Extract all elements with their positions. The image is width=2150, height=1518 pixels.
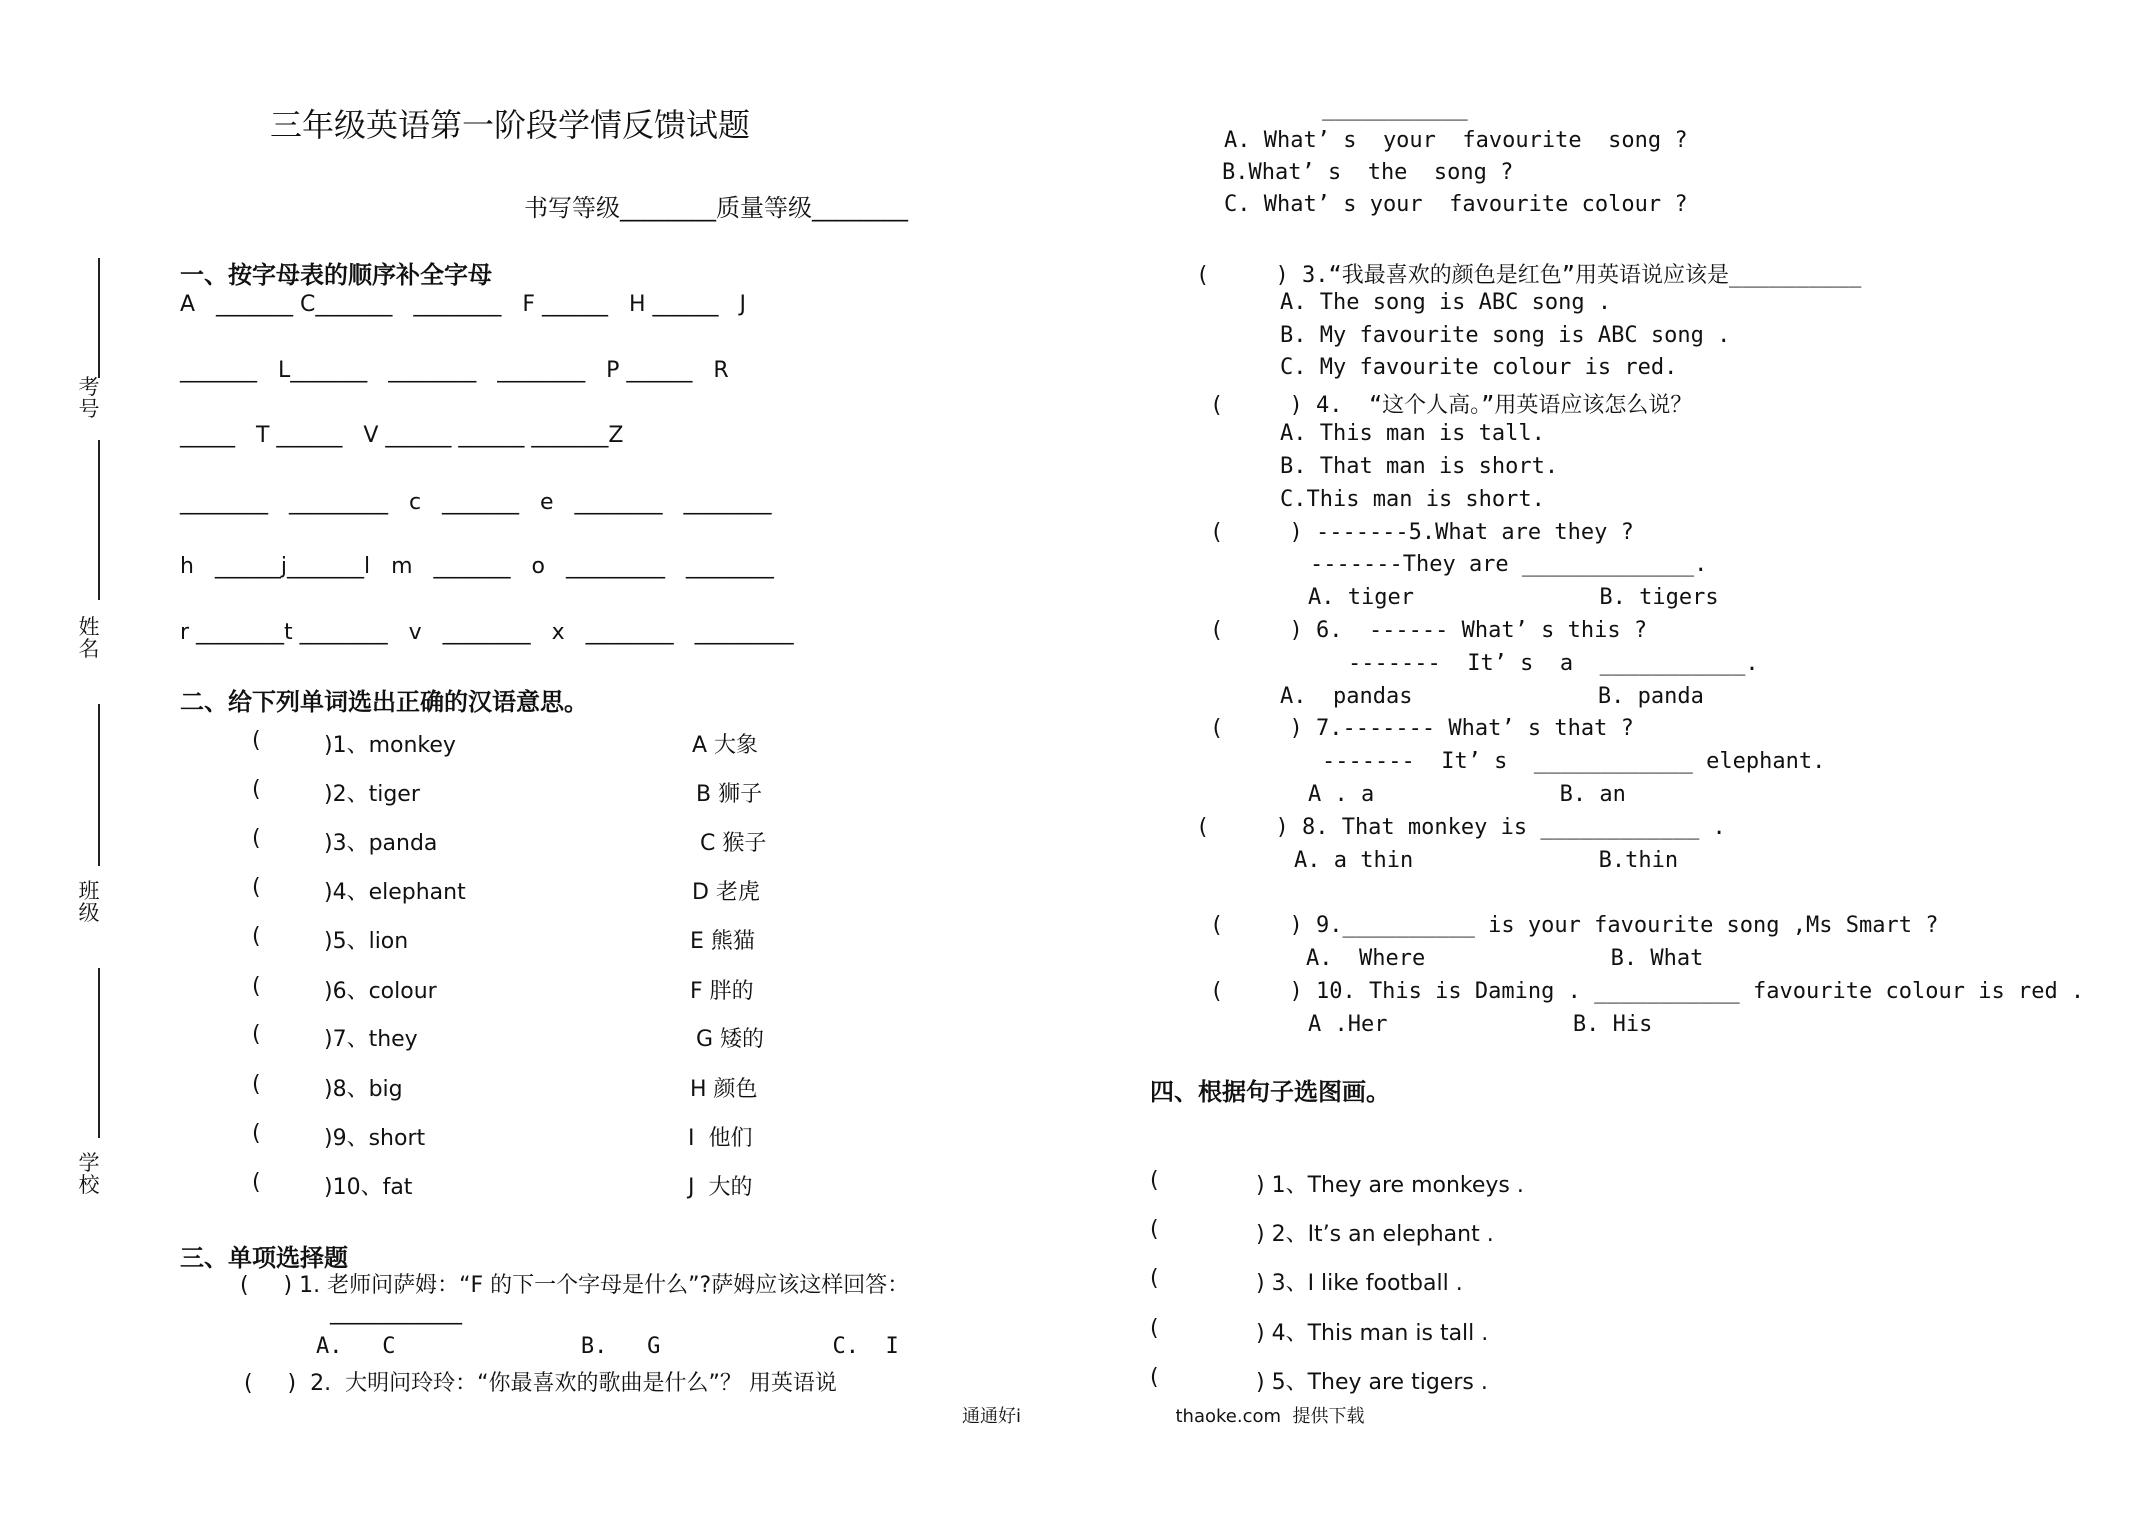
vocab-word: )10、fat	[324, 1175, 413, 1200]
option-line: C.This man is short.	[1280, 487, 1545, 512]
option-line: A. Where B. What	[1306, 946, 1704, 971]
answer-paren: (	[1150, 1217, 1159, 1242]
grade-line: 书写等级________质量等级________	[524, 194, 908, 222]
alphabet-row: _____ T ______ V ______ ______ _______Z	[180, 423, 624, 448]
option-line: C. What’ s your favourite colour ?	[1224, 192, 1688, 217]
answer-paren: (	[1150, 1266, 1159, 1291]
option-line: C. My favourite colour is red.	[1280, 355, 1678, 380]
section-heading: 一、按字母表的顺序补全字母	[180, 261, 492, 289]
answer-paren: (	[252, 777, 261, 802]
picture-sentence: ) 2、It’s an elephant .	[1256, 1222, 1494, 1247]
picture-sentence: ) 3、I like football .	[1256, 1271, 1463, 1296]
option-line: A . a B. an	[1308, 782, 1626, 807]
section-heading: 四、根据句子选图画。	[1150, 1078, 1390, 1106]
margin-line	[98, 440, 100, 600]
alphabet-row: r ________t ________ v ________ x ________ _________	[180, 620, 794, 645]
answer-paren: (	[252, 728, 261, 753]
question-10: ( ) 10. This is Daming . ___________ favourite colour is red .	[1210, 979, 2085, 1004]
margin-line	[98, 704, 100, 866]
question-2: ( ) 2. 大明问玲玲：“你最喜欢的歌曲是什么”？ 用英语说	[244, 1371, 837, 1396]
vocab-word: )5、lion	[324, 929, 409, 954]
answer-paren: (	[252, 826, 261, 851]
vocab-meaning: D 老虎	[692, 880, 760, 905]
picture-sentence: ) 5、They are tigers .	[1256, 1370, 1488, 1395]
exam-number-label: 考号	[78, 375, 100, 421]
answer-paren: (	[1150, 1365, 1159, 1390]
answer-paren: (	[252, 1170, 261, 1195]
picture-sentence: ) 1、They are monkeys .	[1256, 1173, 1524, 1198]
vocab-meaning: A 大象	[692, 733, 759, 758]
vocab-word: )7、they	[324, 1027, 418, 1052]
school-label: 学校	[78, 1151, 100, 1197]
option-line: B. That man is short.	[1280, 454, 1559, 479]
question-7: ( ) 7.------- What’ s that ?	[1210, 716, 1634, 741]
section-heading: 三、单项选择题	[180, 1244, 348, 1272]
question-1-options: A. C B. G C. I	[316, 1334, 899, 1359]
vocab-meaning: C 猴子	[700, 831, 767, 856]
question-7-answer: ------- It’ s ____________ elephant.	[1322, 749, 1826, 774]
question-1: ( ) 1. 老师问萨姆：“F 的下一个字母是什么”?萨姆应该这样回答：	[240, 1273, 910, 1298]
answer-paren: (	[252, 875, 261, 900]
name-label: 姓名	[78, 615, 100, 661]
option-line: A. This man is tall.	[1280, 421, 1545, 446]
vocab-word: )3、panda	[324, 831, 438, 856]
option-line: A. a thin B.thin	[1294, 848, 1679, 873]
answer-paren: (	[1150, 1316, 1159, 1341]
question-1-blank: ____________	[330, 1300, 462, 1325]
alphabet-row: h ______j_______l m _______ o _________ ________	[180, 554, 774, 579]
option-line: A. The song is ABC song .	[1280, 290, 1612, 315]
margin-line	[98, 258, 100, 378]
question-3: ( ) 3.“我最喜欢的颜色是红色”用英语说应该是__________	[1196, 263, 1862, 288]
vocab-meaning: B 狮子	[696, 782, 763, 807]
vocab-word: )1、monkey	[324, 733, 456, 758]
class-label: 班级	[78, 879, 100, 925]
alphabet-row: A _______ C_______ ________ F ______ H ______ J	[180, 292, 746, 317]
question-4: ( ) 4. “这个人高。”用英语应该怎么说？	[1210, 393, 1693, 418]
question-2-blank: ___________	[1322, 96, 1468, 121]
section-heading: 二、给下列单词选出正确的汉语意思。	[180, 688, 588, 716]
vocab-word: )2、tiger	[324, 782, 420, 807]
answer-paren: (	[1150, 1168, 1159, 1193]
answer-paren: (	[252, 1121, 261, 1146]
vocab-word: )4、elephant	[324, 880, 466, 905]
answer-paren: (	[252, 924, 261, 949]
option-line: A .Her B. His	[1308, 1012, 1653, 1037]
option-line: B. My favourite song is ABC song .	[1280, 323, 1731, 348]
answer-paren: (	[252, 1072, 261, 1097]
question-8: ( ) 8. That monkey is ____________ .	[1196, 815, 1726, 840]
option-line: A. What’ s your favourite song ?	[1224, 128, 1688, 153]
question-6: ( ) 6. ------ What’ s this ?	[1210, 618, 1648, 643]
margin-line	[98, 968, 100, 1138]
footer-text: 通通好i thaoke.com 提供下载	[962, 1406, 1365, 1427]
question-9: ( ) 9.__________ is your favourite song ,Ms Smart ?	[1210, 913, 1939, 938]
vocab-meaning: E 熊猫	[690, 929, 755, 954]
picture-sentence: ) 4、This man is tall .	[1256, 1321, 1489, 1346]
vocab-meaning: H 颜色	[690, 1077, 758, 1102]
alphabet-row: _______ L_______ ________ ________ P ______ R	[180, 358, 729, 383]
question-5: ( ) -------5.What are they ?	[1210, 520, 1634, 545]
vocab-meaning: F 胖的	[690, 979, 754, 1004]
vocab-word: )8、big	[324, 1077, 403, 1102]
vocab-meaning: I 他们	[688, 1126, 753, 1151]
alphabet-row: ________ _________ c _______ e ________ ________	[180, 490, 772, 515]
question-6-answer: ------- It’ s a ___________.	[1348, 651, 1759, 676]
vocab-word: )9、short	[324, 1126, 426, 1151]
option-line: A. pandas B. panda	[1280, 684, 1704, 709]
answer-paren: (	[252, 974, 261, 999]
option-line: B.What’ s the song ?	[1222, 160, 1514, 185]
question-5-answer: -------They are _____________.	[1310, 552, 1708, 577]
page-title: 三年级英语第一阶段学情反馈试题	[270, 106, 751, 144]
vocab-meaning: G 矮的	[696, 1027, 765, 1052]
vocab-meaning: J 大的	[688, 1175, 753, 1200]
vocab-word: )6、colour	[324, 979, 437, 1004]
answer-paren: (	[252, 1022, 261, 1047]
option-line: A. tiger B. tigers	[1308, 585, 1719, 610]
